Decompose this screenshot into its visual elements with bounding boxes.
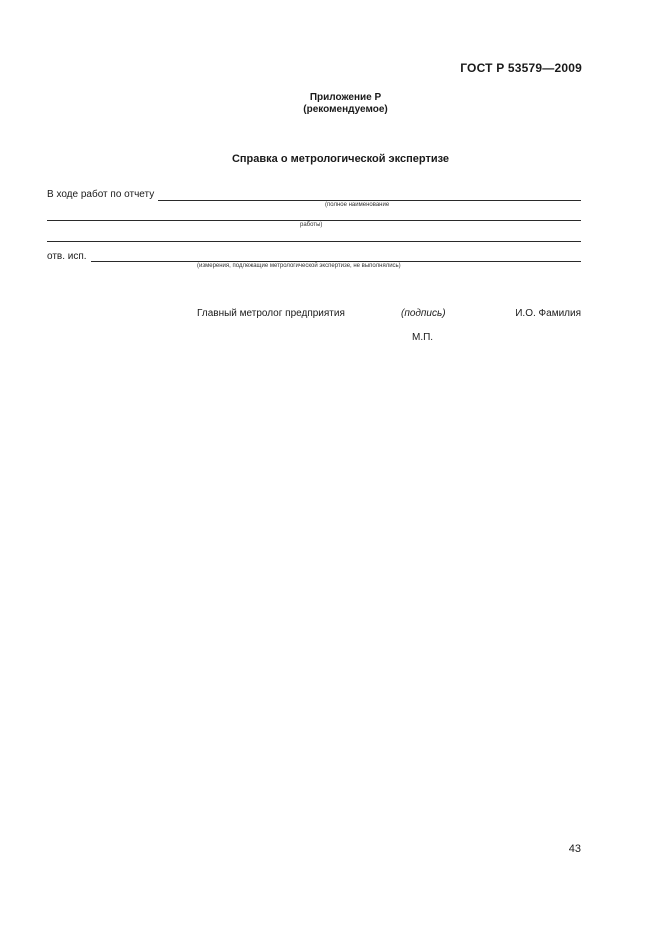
responsible-label: отв. исп. [47,251,87,262]
caption-work: работы) [300,222,323,228]
annex-title: Приложение Р [309,92,382,103]
caption-full-name: (полное наименование [325,202,390,208]
stamp-mark: М.П. [412,332,434,343]
work-report-field[interactable] [158,200,581,201]
standard-code: ГОСТ Р 53579—2009 [460,61,582,75]
annex-status: (рекомендуемое) [303,104,388,115]
name-placeholder: И.О. Фамилия [515,308,581,319]
work-report-field-continued[interactable] [47,220,581,221]
responsible-field[interactable] [91,261,581,262]
signature-placeholder: (подпись) [401,308,446,319]
page-number: 43 [568,843,581,855]
document-title: Справка о метрологической экспертизе [231,153,450,165]
annex-heading [0,92,661,116]
work-report-label: В ходе работ по отчету [47,189,155,200]
caption-measurements: (измерения, подлежащие метрологической экспертизе, не выполнялись) [197,263,401,269]
signatory-position: Главный метролог предприятия [197,308,345,319]
blank-line[interactable] [47,241,581,242]
